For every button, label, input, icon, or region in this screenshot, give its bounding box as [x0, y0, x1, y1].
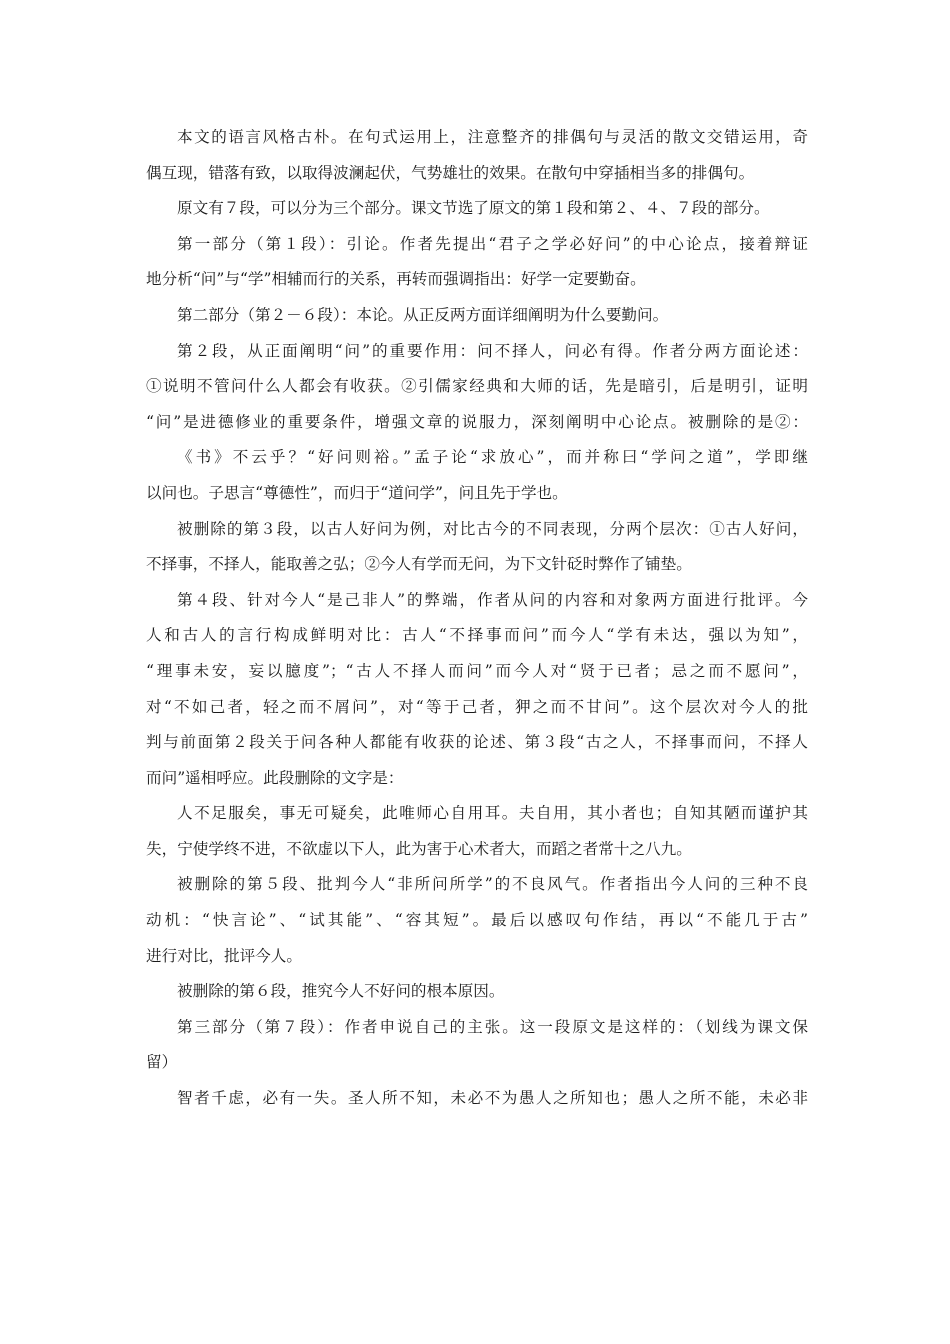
text-line: 原文有７段，可以分为三个部分。课文节选了原文的第１段和第２、４、７段的部分。 — [177, 199, 770, 218]
text-line: 地分析“问”与“学”相辅而行的关系，再转而强调指出：好学一定要勤奋。 — [146, 270, 646, 289]
text-line: 智者千虑，必有一失。圣人所不知，未必不为愚人之所知也；愚人之所不能，未必非 — [177, 1089, 808, 1108]
text-line: 被删除的第５段、批判今人“非所问所学”的不良风气。作者指出今人问的三种不良 — [177, 875, 808, 894]
document-body — [146, 120, 808, 1117]
text-line: “理事未安，妄以臆度”；“古人不择人而问”而今人对“贤于已者；忌之而不愿问”， — [146, 661, 808, 680]
text-line: 而问”遥相呼应。此段删除的文字是： — [146, 768, 404, 787]
text-line: 进行对比，批评今人。 — [146, 946, 302, 965]
text-line: “问”是进德修业的重要条件，增强文章的说服力，深刻阐明中心论点。被删除的是②： — [146, 412, 808, 431]
text-line: 被删除的第３段，以古人好问为例，对比古今的不同表现，分两个层次：①古人好问， — [177, 519, 808, 538]
text-line: 人和古人的言行构成鲜明对比：古人“不择事而问”而今人“学有未达，强以为知”， — [146, 626, 808, 645]
text-line: 《书》不云乎？“好问则裕。”孟子论“求放心”，而并称曰“学问之道”，学即继 — [177, 448, 808, 467]
text-line: ①说明不管问什么人都会有收获。②引儒家经典和大师的话，先是暗引，后是明引，证明 — [146, 377, 808, 396]
text-line: 不择事，不择人，能取善之弘；②今人有学而无问，为下文针砭时弊作了铺垫。 — [146, 555, 692, 574]
text-line: 失，宁使学终不进，不欲虚以下人，此为害于心术者大，而蹈之者常十之八九。 — [146, 839, 692, 858]
text-line: 判与前面第２段关于问各种人都能有收获的论述、第３段“古之人，不择事而问，不择人 — [146, 733, 808, 752]
text-line: 本文的语言风格古朴。在句式运用上，注意整齐的排偶句与灵活的散文交错运用，奇 — [177, 128, 808, 146]
text-line: 偶互现，错落有致，以取得波澜起伏，气势雄壮的效果。在散句中穿插相当多的排偶句。 — [146, 163, 755, 182]
text-line: 以问也。子思言“尊德性”，而归于“道问学”，问且先于学也。 — [146, 483, 568, 502]
text-line: 人不足服矣，事无可疑矣，此唯师心自用耳。夫自用，其小者也；自知其陋而谨护其 — [177, 804, 808, 823]
text-line: 对“不如己者，轻之而不屑问”，对“等于己者，狎之而不甘问”。这个层次对今人的批 — [146, 697, 808, 716]
text-line: 第２段，从正面阐明“问”的重要作用：问不择人，问必有得。作者分两方面论述： — [177, 341, 808, 360]
text-line: 第４段、针对今人“是己非人”的弊端，作者从问的内容和对象两方面进行批评。今 — [177, 590, 808, 609]
text-line: 第二部分（第２－６段）：本论。从正反两方面详细阐明为什么要勤问。 — [177, 305, 669, 324]
text-line: 动机：“快言论”、“试其能”、“容其短”。最后以感叹句作结，再以“不能几于古” — [146, 911, 808, 930]
text-line: 被删除的第６段，推究今人不好问的根本原因。 — [177, 982, 505, 1001]
text-line: 第一部分（第１段）：引论。作者先提出“君子之学必好问”的中心论点，接着辩证 — [177, 234, 808, 253]
text-line: 留） — [146, 1053, 178, 1072]
text-line: 第三部分（第７段）：作者申说自己的主张。这一段原文是这样的：（划线为课文保 — [177, 1017, 808, 1036]
